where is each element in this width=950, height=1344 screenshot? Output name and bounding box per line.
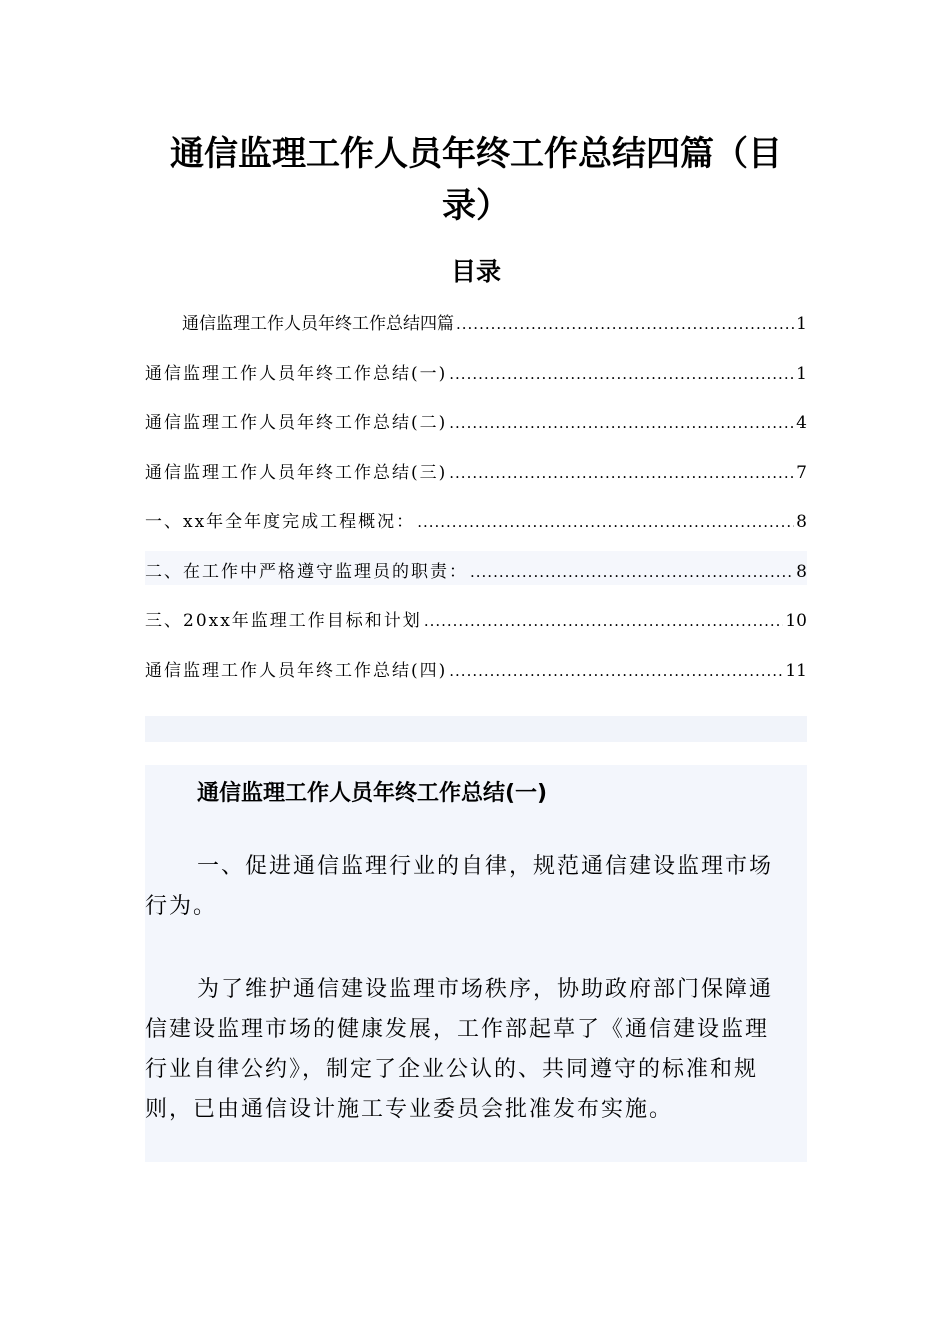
shaded-band: [145, 716, 807, 742]
toc-leader-dots: [456, 311, 794, 337]
toc-entry-page: 7: [796, 463, 807, 483]
body-paragraph: 一、促进通信监理行业的自律，规范通信建设监理市场行为。: [145, 854, 774, 919]
toc-leader-dots: [417, 509, 794, 535]
toc-heading: 目录: [450, 257, 501, 286]
toc-entry-label: 通信监理工作人员年终工作总结(二): [145, 413, 448, 433]
toc-leader-dots: [424, 608, 784, 634]
toc-entry-page: 8: [796, 512, 807, 532]
toc-leader-dots: [449, 658, 783, 684]
toc-leader-dots: [449, 361, 794, 387]
toc-entry[interactable]: [145, 501, 807, 535]
toc-entry-label: 通信监理工作人员年终工作总结(三): [145, 463, 448, 483]
section-body: [145, 765, 807, 1162]
body-paragraph: 为了维护通信建设监理市场秩序，协助政府部门保障通信建设监理市场的健康发展，工作部起草了《通信建设监理行业自律公约》，制定了企业公认的、共同遵守的标准和规则，已由通信设计施工专业委员会批准发布实施。: [145, 977, 774, 1122]
toc-entry[interactable]: [145, 303, 807, 337]
toc-entry[interactable]: [145, 600, 807, 634]
toc-entry-label: 通信监理工作人员年终工作总结四篇: [182, 314, 454, 334]
section-heading: 通信监理工作人员年终工作总结(一): [197, 781, 548, 806]
toc-leader-dots: [449, 410, 794, 436]
toc-entry-label: 一、xx年全年度完成工程概况：: [145, 512, 416, 532]
toc-entry-label: 二、在工作中严格遵守监理员的职责：: [145, 562, 468, 582]
toc-entry-page: 4: [796, 413, 807, 433]
toc-entry-page: 10: [785, 611, 807, 631]
toc-entry[interactable]: [145, 650, 807, 684]
document-title: 通信监理工作人员年终工作总结四篇（目录）: [170, 134, 782, 226]
toc-entry-label: 通信监理工作人员年终工作总结(四): [145, 661, 448, 681]
toc-entry[interactable]: [145, 402, 807, 436]
toc-entry[interactable]: [145, 551, 807, 585]
toc-entry-page: 8: [796, 562, 807, 582]
toc-entry-label: 通信监理工作人员年终工作总结(一): [145, 364, 448, 384]
toc-entry-label: 三、20xx年监理工作目标和计划: [145, 611, 422, 631]
toc-entry[interactable]: [145, 353, 807, 387]
toc-entry-page: 1: [796, 314, 807, 334]
toc-entry-page: 11: [785, 661, 807, 681]
toc-leader-dots: [449, 460, 794, 486]
toc-entry[interactable]: [145, 452, 807, 486]
toc-leader-dots: [470, 559, 794, 585]
toc-entry-page: 1: [796, 364, 807, 384]
